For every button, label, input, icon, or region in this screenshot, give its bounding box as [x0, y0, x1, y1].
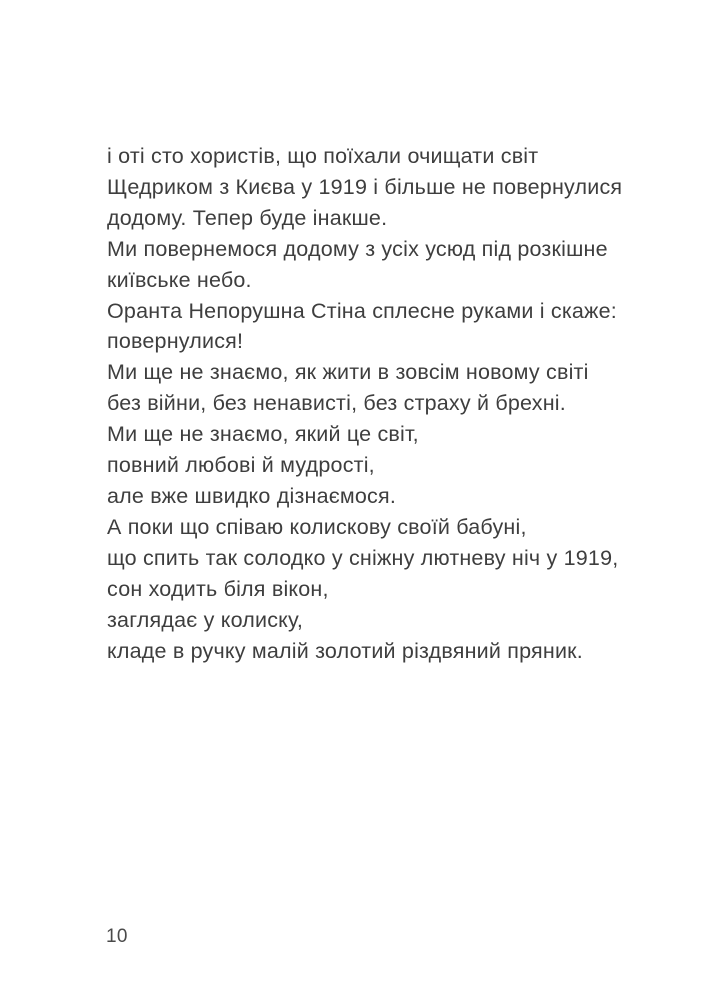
poem-line: і оті сто хористів, що поїхали очищати світ	[107, 144, 539, 168]
poem-line: додому. Тепер буде інакше.	[107, 205, 388, 230]
poem-line: без війни, без ненависті, без страху й брехні.	[107, 391, 566, 416]
poem-line: Оранта Непорушна Стіна сплесне руками і скаже:	[107, 298, 617, 323]
poem-line: Ми ще не знаємо, як жити в зовсім новому світі	[107, 360, 589, 385]
poem-line: кладе в ручку малій золотий різдвяний пряник.	[107, 638, 583, 663]
poem-line: Щедриком з Києва у 1919 і більше не повернулися	[107, 174, 623, 199]
poem-line: що спить так солодко у сніжну лютневу ніч у 1919,	[107, 545, 619, 570]
poem-line: київське небо.	[107, 267, 252, 292]
poem-line: повернулися!	[107, 329, 244, 354]
page-number: 10	[106, 926, 128, 947]
poem-line: повний любові й мудрості,	[107, 453, 375, 478]
poem-line: Ми ще не знаємо, який це світ,	[107, 422, 419, 447]
poem-line: Ми повернемося додому з усіх усюд під розкішне	[107, 236, 608, 261]
poem-line: сон ходить біля вікон,	[107, 576, 329, 601]
poem-line: але вже швидко дізнаємося.	[107, 483, 397, 508]
poem-line: заглядає у колиску,	[107, 607, 303, 632]
poem-line: А поки що співаю колискову своїй бабуні,	[107, 514, 527, 539]
poem-text-block	[107, 141, 647, 666]
